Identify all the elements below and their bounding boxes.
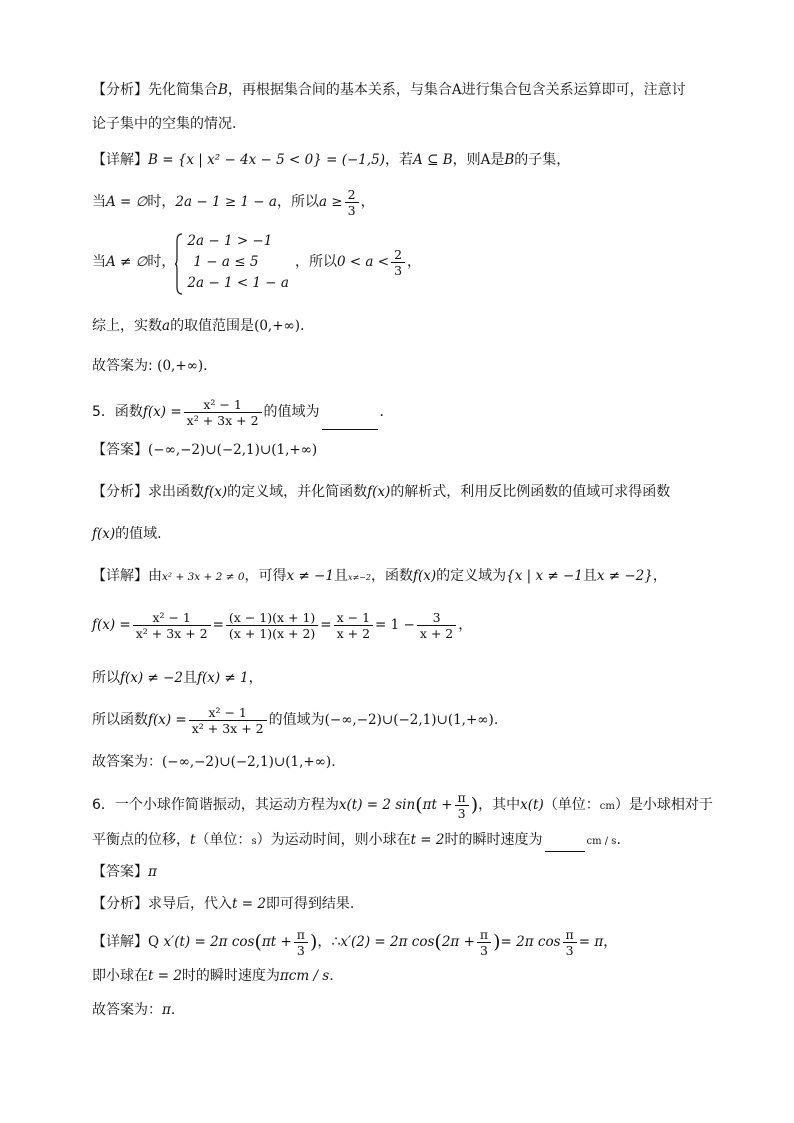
text: ，若 bbox=[385, 152, 414, 168]
question-number: 5．函数 bbox=[92, 404, 143, 420]
math-eq: = 2π cos bbox=[500, 934, 561, 950]
math-cond: f(x) ≠ 1 bbox=[196, 670, 249, 686]
math-var: B bbox=[504, 152, 515, 168]
denominator: x + 2 bbox=[419, 625, 454, 641]
math-var: A bbox=[480, 152, 491, 168]
text: ，其中 bbox=[478, 797, 521, 813]
math-result: a ≥ bbox=[318, 194, 343, 210]
question-6-line-2 bbox=[92, 830, 621, 852]
text: 时的瞬时速度为 bbox=[444, 832, 543, 848]
denominator: 3 bbox=[296, 942, 305, 958]
text: 所以 bbox=[92, 670, 120, 686]
math-cond: f(x) ≠ −2 bbox=[120, 670, 183, 686]
fraction bbox=[563, 927, 577, 958]
text: 当 bbox=[92, 194, 106, 210]
text: 的解析式，利用反比例函数的值域可求得函数 bbox=[390, 484, 671, 500]
analysis-label: 【分析】 bbox=[92, 82, 148, 98]
text: . bbox=[300, 318, 305, 334]
numerator: x² − 1 bbox=[184, 397, 262, 413]
math-f: f(x) = bbox=[148, 712, 187, 728]
text: 且 bbox=[582, 568, 597, 584]
text: ）为运动时间，则小球在 bbox=[256, 832, 411, 848]
math-eq: 2π + bbox=[441, 934, 475, 950]
fraction bbox=[417, 610, 456, 641]
math-cond: A = ∅ bbox=[106, 194, 148, 210]
text: ，可得 bbox=[244, 568, 287, 584]
denominator: x + 2 bbox=[336, 625, 371, 641]
system-row-text: 2a − 1 > −1 bbox=[187, 232, 273, 249]
so-1-line bbox=[92, 668, 263, 688]
paren: ( bbox=[415, 794, 423, 816]
paren: ) bbox=[470, 794, 479, 816]
answer-blank bbox=[545, 837, 585, 852]
numerator: π bbox=[455, 790, 469, 806]
denominator: 3 bbox=[480, 942, 488, 958]
numerator: π bbox=[563, 927, 577, 943]
math-f: f(x) bbox=[92, 526, 116, 542]
question-5-line bbox=[92, 394, 394, 430]
math-f: f(x) = bbox=[92, 617, 131, 633]
question-text: 6．一个小球作简谐振动，其运动方程为 bbox=[92, 797, 339, 813]
text: 故答案为: bbox=[92, 358, 153, 374]
denominator: 3 bbox=[457, 805, 466, 821]
math-domain: {x | x ≠ −1 bbox=[506, 568, 583, 584]
paren: ) bbox=[309, 931, 318, 953]
text: 求导后，代入 bbox=[148, 896, 232, 912]
answer-6-final-line bbox=[92, 1000, 175, 1020]
text: . bbox=[329, 968, 334, 984]
analysis-5-line-2 bbox=[92, 524, 162, 544]
text: 先化简集合 bbox=[148, 82, 218, 98]
text: 是 bbox=[490, 152, 505, 168]
denominator: (x + 1)(x + 2) bbox=[228, 625, 316, 641]
text: ，函数 bbox=[370, 568, 413, 584]
math-eq: = π bbox=[578, 934, 604, 950]
text: ，则 bbox=[452, 152, 481, 168]
text: 即可得到结果. bbox=[265, 896, 355, 912]
math-f: f(x) bbox=[367, 484, 391, 500]
text: 由 bbox=[148, 568, 162, 584]
math-var: a bbox=[162, 318, 171, 334]
math-cond: t = 2 bbox=[232, 896, 266, 912]
fraction bbox=[345, 187, 359, 218]
equals: = bbox=[212, 617, 224, 633]
text: 且 bbox=[333, 568, 348, 584]
text: . bbox=[331, 754, 336, 770]
analysis-5-line-1 bbox=[92, 482, 670, 502]
text: ， bbox=[652, 568, 667, 584]
math-eq: x(t) = 2 sin bbox=[338, 797, 416, 813]
math-eq: πt + bbox=[261, 934, 292, 950]
math-answer: π bbox=[148, 864, 157, 880]
text: 综上，实数 bbox=[92, 318, 162, 334]
math-answer: π bbox=[162, 1002, 171, 1018]
text: ，所以 bbox=[294, 254, 337, 270]
denominator: x² + 3x + 2 bbox=[191, 720, 264, 736]
text: 的子集， bbox=[514, 152, 571, 168]
numerator: x − 1 bbox=[334, 610, 373, 626]
math-answer: (−∞,−2)∪(−2,1)∪(1,+∞) bbox=[148, 442, 318, 458]
math-answer: (−∞,−2)∪(−2,1)∪(1,+∞) bbox=[162, 754, 332, 770]
unit: s bbox=[251, 836, 257, 847]
math-eq: πt + bbox=[422, 797, 453, 813]
numerator: π bbox=[294, 927, 308, 943]
text: . bbox=[616, 832, 621, 848]
math-result: 0 < a < bbox=[336, 254, 390, 270]
answer-blank bbox=[322, 415, 378, 430]
denominator: 3 bbox=[347, 202, 356, 218]
left-brace-icon bbox=[175, 233, 183, 295]
fraction bbox=[477, 927, 491, 958]
unit: cm bbox=[599, 801, 615, 812]
text: 且 bbox=[182, 670, 197, 686]
text: 的取值范围是 bbox=[170, 318, 255, 334]
text: 即小球在 bbox=[92, 968, 148, 984]
text: 进行集合包含关系运算即可，注意讨 bbox=[461, 82, 686, 98]
math-eq: x′(2) = 2π cos bbox=[340, 934, 435, 950]
paren: ( bbox=[434, 931, 442, 953]
answer-4-line bbox=[92, 356, 208, 376]
text: . bbox=[170, 1002, 176, 1018]
text: ）是小球相对于 bbox=[614, 797, 713, 813]
detail-label: 【详解】 bbox=[92, 568, 148, 584]
numerator: 2 bbox=[391, 247, 405, 263]
summary-4-line bbox=[92, 316, 305, 336]
math-eq: x′(t) = 2π cos bbox=[163, 934, 255, 950]
text: 的值域为 bbox=[263, 404, 320, 420]
analysis-label: 【分析】 bbox=[92, 896, 148, 912]
math-cond: x≠−2 bbox=[347, 573, 371, 582]
fraction bbox=[226, 610, 318, 641]
math-range: (0,+∞) bbox=[254, 318, 301, 334]
math-f: f(x) bbox=[204, 484, 228, 500]
numerator: x² − 1 bbox=[189, 705, 267, 721]
text: ，再根据集合间的基本关系，与集合 bbox=[227, 82, 452, 98]
math-cond: x ≠ −1 bbox=[286, 568, 334, 584]
fraction bbox=[189, 705, 267, 736]
case-1-line bbox=[92, 186, 375, 218]
math-answer: πcm / s bbox=[279, 968, 330, 984]
case-2-line bbox=[92, 228, 421, 296]
denominator: x² + 3x + 2 bbox=[186, 412, 259, 428]
system-row-text: 2a − 1 < 1 − a bbox=[187, 274, 289, 291]
fraction bbox=[294, 927, 308, 958]
text: 求出函数 bbox=[148, 484, 204, 500]
text: . bbox=[493, 712, 499, 728]
text: ， bbox=[360, 194, 375, 210]
system-row bbox=[187, 231, 289, 252]
math-domain: x ≠ −2} bbox=[596, 568, 653, 584]
text: 故答案为： bbox=[92, 754, 162, 770]
math-var: A bbox=[451, 82, 462, 98]
text: ， bbox=[248, 670, 263, 686]
math-ineq: 2a − 1 ≥ 1 − a bbox=[175, 194, 277, 210]
detail-6-line bbox=[92, 924, 617, 960]
paren: ) bbox=[493, 931, 501, 953]
equals: = bbox=[320, 617, 332, 633]
math-symbol: Q bbox=[148, 934, 160, 950]
text: 论子集中的空集的情况. bbox=[92, 116, 237, 132]
answer-6-line bbox=[92, 862, 157, 882]
text: 的定义域为 bbox=[436, 568, 507, 584]
text: . bbox=[203, 358, 208, 374]
text: ， bbox=[458, 617, 473, 633]
denominator: x² + 3x + 2 bbox=[135, 625, 208, 641]
text: ， bbox=[603, 934, 618, 950]
math-answer: (−∞,−2)∪(−2,1)∪(1,+∞) bbox=[324, 712, 494, 728]
math-subset: A ⊆ B bbox=[413, 152, 453, 168]
fraction bbox=[391, 247, 405, 278]
fraction bbox=[133, 610, 211, 641]
text: 时的瞬时速度为 bbox=[181, 968, 280, 984]
question-6-line-1 bbox=[92, 786, 713, 826]
text: 故答案为： bbox=[92, 1002, 162, 1018]
detail-4-line-1 bbox=[92, 150, 570, 170]
text: （单位： bbox=[543, 797, 600, 813]
denominator: 3 bbox=[394, 262, 403, 278]
text: 时， bbox=[147, 254, 176, 270]
text: ， bbox=[407, 254, 422, 270]
numerator: 2 bbox=[345, 187, 359, 203]
text: 的值域为 bbox=[268, 712, 325, 728]
math-cond: t = 2 bbox=[148, 968, 182, 984]
denominator: 3 bbox=[565, 942, 574, 958]
text: ，∴ bbox=[317, 934, 341, 950]
numerator: π bbox=[477, 927, 491, 943]
analysis-4-line-1 bbox=[92, 80, 686, 100]
numerator: x² − 1 bbox=[133, 610, 211, 626]
text: 时， bbox=[147, 194, 176, 210]
equation-chain-line bbox=[92, 606, 472, 644]
text: 所以函数 bbox=[92, 712, 148, 728]
numerator: 3 bbox=[417, 610, 456, 626]
text: 的值域. bbox=[115, 526, 162, 542]
equals: = 1 − bbox=[375, 617, 415, 633]
instant-velocity-line bbox=[92, 966, 334, 986]
text: 当 bbox=[92, 254, 106, 270]
analysis-4-line-2 bbox=[92, 114, 236, 134]
inequality-system bbox=[175, 231, 289, 294]
math-var: t bbox=[190, 832, 196, 848]
system-row bbox=[187, 252, 289, 273]
answer-label: 【答案】 bbox=[92, 864, 148, 880]
analysis-label: 【分析】 bbox=[92, 484, 148, 500]
question-text: 平衡点的位移， bbox=[92, 832, 190, 848]
math-cond: A ≠ ∅ bbox=[106, 254, 148, 270]
math-cond: t = 2 bbox=[410, 832, 445, 848]
fraction bbox=[334, 610, 373, 641]
math-var: x(t) bbox=[520, 797, 544, 813]
answer-5-final-line bbox=[92, 752, 336, 772]
math-set-b: B = {x | x² − 4x − 5 < 0} = (−1,5) bbox=[148, 152, 386, 168]
system-row bbox=[187, 273, 289, 294]
answer-5-line bbox=[92, 440, 317, 460]
math-f: f(x) bbox=[412, 568, 437, 584]
text: 的定义域，并化简函数 bbox=[227, 484, 368, 500]
so-2-line bbox=[92, 702, 498, 738]
detail-label: 【详解】 bbox=[92, 152, 148, 168]
detail-label: 【详解】 bbox=[92, 934, 148, 950]
system-row-text: 1 − a ≤ 5 bbox=[193, 253, 259, 270]
text: ． bbox=[379, 404, 394, 420]
detail-5-line-1 bbox=[92, 566, 667, 588]
paren: ( bbox=[254, 931, 262, 953]
math-ineq: x² + 3x + 2 ≠ 0 bbox=[162, 571, 245, 583]
answer-label: 【答案】 bbox=[92, 442, 148, 458]
math-var: B bbox=[218, 82, 228, 98]
math-range: (0,+∞) bbox=[157, 358, 204, 374]
text: （单位： bbox=[195, 832, 252, 848]
unit: cm / s bbox=[586, 836, 617, 847]
numerator: (x − 1)(x + 1) bbox=[226, 610, 318, 626]
fraction bbox=[455, 790, 469, 821]
math-f: f(x) = bbox=[142, 404, 182, 420]
analysis-6-line bbox=[92, 894, 354, 914]
fraction bbox=[184, 397, 262, 428]
text: ，所以 bbox=[276, 194, 319, 210]
